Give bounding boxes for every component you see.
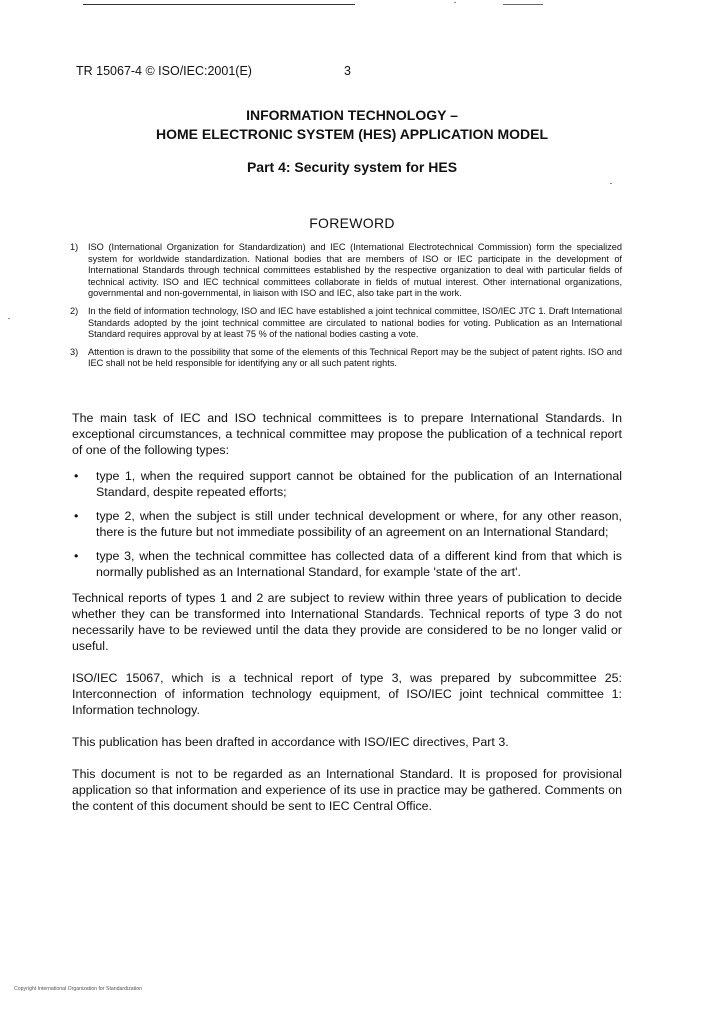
- list-item-text: type 1, when the required support cannot be obtained for the publication of an International Standard, despite repeated efforts;: [96, 469, 622, 499]
- foreword-note: [70, 347, 622, 370]
- bullet-icon: •: [74, 549, 79, 563]
- copyright-footer: Copyright International Organization for Standardization: [14, 986, 143, 992]
- scan-top-rule: [83, 4, 355, 5]
- prepared-by-paragraph: ISO/IEC 15067, which is a technical report of type 3, was prepared by subcommittee 25: Interconnection of information technology equipment, of ISO/IEC joint technical committee 1: Information technology.: [72, 671, 622, 717]
- body-text: [72, 410, 622, 830]
- review-paragraph: Technical reports of types 1 and 2 are subject to review within three years of publication to decide whether they can be transformed into International Standards. Technical reports of type 3 do not necessarily have to be reviewed until the data they provide are considered to be no longer valid or useful.: [72, 591, 622, 653]
- provisional-paragraph: This document is not to be regarded as an International Standard. It is proposed for provisional application so that information and experience of its use in practice may be gathered. Comments on the content of this document should be sent to IEC Central Office.: [72, 767, 622, 813]
- note-number: 2): [70, 305, 79, 316]
- note-text: Attention is drawn to the possibility that some of the elements of this Technical Report may be the subject of patent rights. ISO and IEC shall not be held responsible for identifying any or all such patent rights.: [88, 346, 622, 369]
- document-title: [72, 106, 632, 144]
- note-number: 1): [70, 242, 79, 252]
- intro-paragraph: The main task of IEC and ISO technical committees is to prepare International Standards. In exceptional circumstances, a technical committee may propose the publication of a technical report of one of the following types:: [72, 411, 622, 457]
- directives-paragraph: This publication has been drafted in accordance with ISO/IEC directives, Part 3.: [72, 735, 509, 749]
- note-text: In the field of information technology, ISO and IEC have established a joint technical committee, ISO/IEC JTC 1. Draft International Standards adopted by the joint technical committee are circulated to national bodies for voting. Publication as an International Standard requires approval by at least 75 % of the national bodies casting a vote.: [88, 305, 622, 340]
- document-reference: TR 15067-4 © ISO/IEC:2001(E): [76, 64, 252, 78]
- title-line-2: HOME ELECTRONIC SYSTEM (HES) APPLICATION MODEL: [155, 126, 548, 142]
- scan-speck: [8, 318, 10, 319]
- list-item: [72, 548, 622, 580]
- scan-top-rule-right: [503, 4, 543, 5]
- list-item-text: type 2, when the subject is still under technical development or where, for any other reason, there is the future but not immediate possibility of an agreement on an International Standard;: [96, 509, 622, 539]
- foreword-note: [70, 242, 622, 300]
- bullet-icon: •: [74, 509, 79, 523]
- note-number: 3): [70, 346, 79, 357]
- list-item: [72, 508, 622, 540]
- title-line-1: INFORMATION TECHNOLOGY –: [246, 107, 458, 123]
- scan-speck: [610, 183, 612, 184]
- note-text: ISO (International Organization for Standardization) and IEC (International Electrotechnical Commission) form the specialized system for worldwide standardization. National bodies that are members of ISO or IEC participate in the development of International Standards through technical committees established by the respective organization to deal with particular fields of technical activity. ISO and IEC technical committees collaborate in fields of mutual interest. Other international organizations, governmental and non-governmental, in liaison with ISO and IEC, also take part in the work.: [88, 242, 622, 299]
- foreword-note: [70, 306, 622, 341]
- page-number: 3: [344, 64, 351, 78]
- list-item-text: type 3, when the technical committee has collected data of a different kind from that which is normally published as an International Standard, for example 'state of the art'.: [96, 549, 622, 579]
- foreword-heading: FOREWORD: [309, 215, 395, 231]
- bullet-icon: •: [74, 469, 79, 483]
- report-types-list: [72, 468, 622, 580]
- scan-speck: [454, 2, 456, 3]
- list-item: [72, 468, 622, 500]
- foreword-notes: [70, 242, 622, 376]
- part-title: Part 4: Security system for HES: [246, 159, 458, 175]
